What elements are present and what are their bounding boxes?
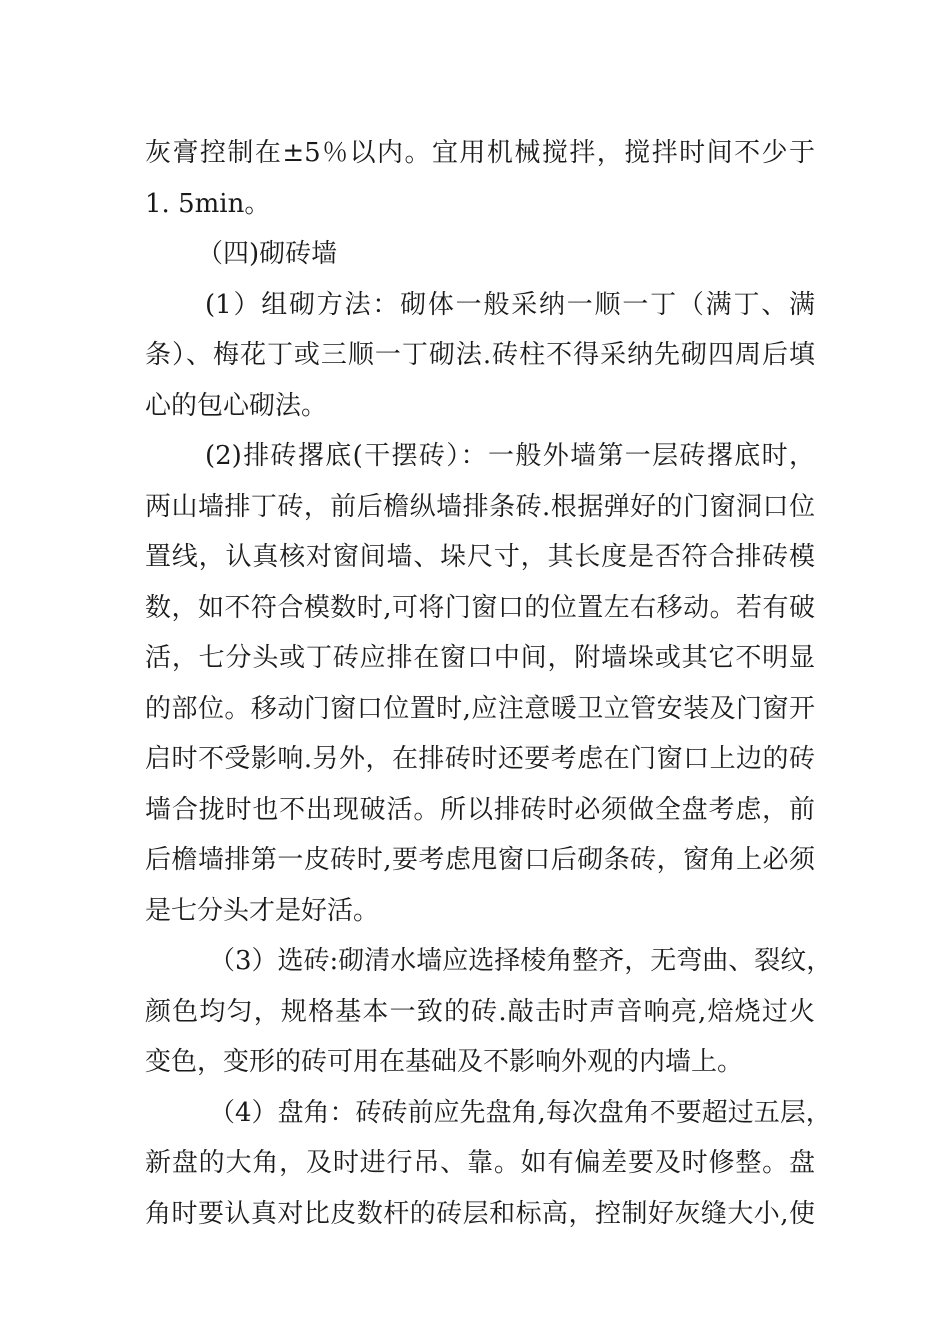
text-line: 条）、梅花丁或三顺一丁砌法.砖柱不得采纳先砌四周后填 <box>145 340 815 370</box>
text-line: 是七分头才是好活。 <box>145 895 380 926</box>
text-line: 1. 5min。 <box>145 188 271 219</box>
text-line: 新盘的大角，及时进行吊、靠。如有偏差要及时修整。盘 <box>145 1148 815 1178</box>
text-line: (2)排砖撂底(干摆砖）：一般外墙第一层砖撂底时， <box>205 441 815 471</box>
text-line: 活，七分头或丁砖应排在窗口中间，附墙垛或其它不明显 <box>145 643 815 673</box>
text-line: 颜色均匀，规格基本一致的砖.敲击时声音响亮,焙烧过火 <box>145 996 815 1027</box>
body-text <box>145 128 833 1239</box>
text-line: 变色，变形的砖可用在基础及不影响外观的内墙上。 <box>145 1047 744 1077</box>
text-line: (1）组砌方法：砌体一般采纳一顺一丁（满丁、满 <box>205 289 815 320</box>
text-line: 两山墙排丁砖，前后檐纵墙排条砖.根据弹好的门窗洞口位 <box>145 491 815 522</box>
text-line: （4）盘角：砖砖前应先盘角,每次盘角不要超过五层， <box>209 1097 832 1128</box>
text-line: 墙合拢时也不出现破活。所以排砖时必须做全盘考虑，前 <box>145 794 815 825</box>
text-line: 数，如不符合模数时,可将门窗口的位置左右移动。若有破 <box>145 592 815 623</box>
text-line: 角时要认真对比皮数杆的砖层和标高，控制好灰缝大小,使 <box>145 1198 815 1229</box>
text-line: 的部位。移动门窗口位置时,应注意暖卫立管安装及门窗开 <box>145 693 815 724</box>
section-heading: （四)砌砖墙 <box>197 239 338 269</box>
text-line: 心的包心砌法。 <box>145 390 328 421</box>
text-line: 置线，认真核对窗间墙、垛尺寸，其长度是否符合排砖模 <box>145 542 815 572</box>
text-line: （3）选砖:砌清水墙应选择棱角整齐，无弯曲、裂纹， <box>209 946 833 976</box>
text-line: 启时不受影响.另外，在排砖时还要考虑在门窗口上边的砖 <box>145 744 815 774</box>
text-line: 后檐墙排第一皮砖时,要考虑甩窗口后砌条砖，窗角上必须 <box>145 845 815 875</box>
text-line: 灰膏控制在±5％以内。宜用机械搅拌，搅拌时间不少于 <box>145 138 815 168</box>
